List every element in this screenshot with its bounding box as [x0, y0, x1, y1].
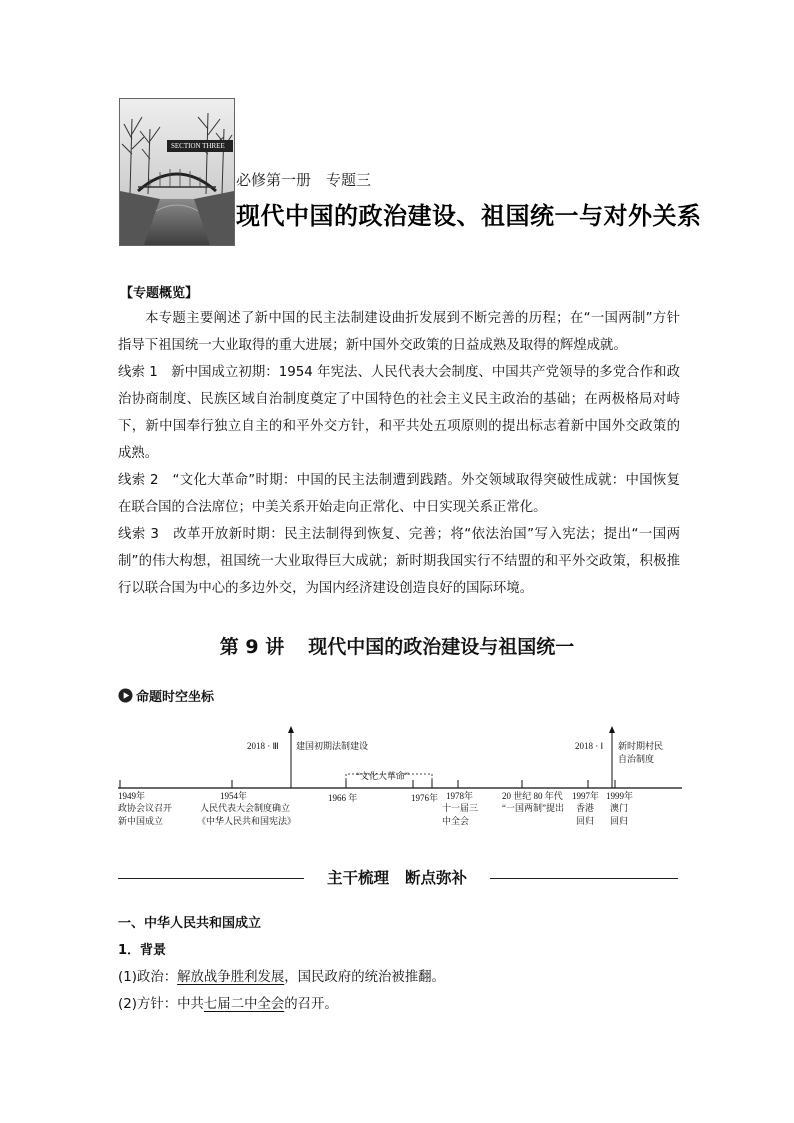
- section-divider: [0, 866, 794, 888]
- item-policy-suffix: 的召开。: [284, 997, 338, 1012]
- timeline-80s-year: 20 世纪 80 年代: [502, 791, 563, 801]
- timeline-wenge-label: “文化大革命”: [356, 771, 409, 781]
- timeline-1997-text2: 回归: [576, 816, 595, 826]
- timeline-ann-right-text2: 自治制度: [618, 754, 655, 764]
- timeline-1966-year: 1966 年: [328, 793, 358, 803]
- clue-3: 线索 3 改革开放新时期：民主法制得到恢复、完善；将“依法治国”写入宪法；提出“一国两制”的伟大构想，祖国统一大业取得巨大成就；新时期我国实行不结盟的和平外交政策，积极推行以联合国为中心的多边外交，为国内经济建设创造良好的国际环境。: [118, 527, 680, 596]
- section-heading: 一、中华人民共和国成立: [118, 916, 262, 931]
- bridge-photo-illustration: [120, 99, 234, 245]
- sub-heading: 1．背景: [118, 943, 167, 958]
- coord-section-label: [118, 686, 214, 705]
- timeline-ann-right-year: 2018 · Ⅰ: [575, 741, 604, 751]
- lecture-title: 现代中国的政治建设与祖国统一: [308, 636, 575, 658]
- timeline-1978-text2: 中全会: [442, 816, 470, 826]
- book-subtitle: 必修第一册 专题三: [236, 171, 372, 189]
- timeline-1949-text2: 新中国成立: [118, 816, 164, 826]
- clue-2: 线索 2 “文化大革命”时期：中国的民主法制遭到践踏。外交领域取得突破性成就：中国恢复在联合国的合法席位；中美关系开始走向正常化、中日实现关系正常化。: [118, 473, 680, 515]
- timeline: [110, 724, 690, 834]
- timeline-1954-text2: 《中华人民共和国宪法》: [197, 816, 297, 826]
- item-policy-prefix: (2)方针：中共: [118, 997, 204, 1012]
- timeline-1954-text1: 人民代表大会制度确立: [200, 803, 291, 813]
- chapter-title: 现代中国的政治建设、祖国统一与对外关系: [236, 202, 702, 230]
- overview-intro: 本专题主要阐述了新中国的民主法制建设曲折发展到不断完善的历程；在“一国两制”方针指导下祖国统一大业取得的重大进展；新中国外交政策的日益成熟及取得的辉煌成就。: [118, 311, 680, 353]
- clue-1: 线索 1 新中国成立初期：1954 年宪法、人民代表大会制度、中国共产党领导的多党合作和政治协商制度、民族区域自治制度奠定了中国特色的社会主义民主政治的基础；在两极格局对峙下，新中国奉行独立自主的和平外交方针，和平共处五项原则的提出标志着新中国外交政策的成熟。: [118, 365, 680, 461]
- timeline-1997-text1: 香港: [576, 803, 595, 813]
- timeline-1978-year: 1978年: [446, 791, 474, 801]
- timeline-80s-text1: “一国两制”提出: [502, 803, 564, 813]
- cover-photo: [119, 98, 235, 246]
- timeline-1999-text1: 澳门: [610, 803, 629, 813]
- timeline-1949-text1: 政协会议召开: [118, 803, 173, 813]
- play-circle-icon: [118, 688, 133, 703]
- timeline-1999-text2: 回归: [610, 816, 629, 826]
- item-politics-key: 解放战争胜利发展: [177, 970, 285, 985]
- timeline-1997-year: 1997年: [572, 791, 600, 801]
- item-policy: [118, 993, 338, 1012]
- section-tag: SECTION THREE: [167, 140, 233, 152]
- item-policy-key: 七届二中全会: [203, 997, 285, 1012]
- item-politics-prefix: (1)政治：: [118, 970, 178, 985]
- item-politics: [118, 966, 445, 985]
- timeline-1954-year: 1954年: [220, 791, 248, 801]
- timeline-1999-year: 1999年: [606, 791, 634, 801]
- coord-label-text: 命题时空坐标: [136, 690, 215, 705]
- timeline-ann-right-text1: 新时期村民: [618, 741, 664, 751]
- divider-right-text: 断点弥补: [405, 869, 468, 887]
- timeline-1949-year: 1949年: [118, 791, 146, 801]
- timeline-ann-left-text: 建国初期法制建设: [296, 741, 369, 751]
- timeline-1978-text1: 十一届三: [442, 803, 479, 813]
- lecture-number: 第 9 讲: [219, 636, 285, 658]
- item-politics-suffix: ，国民政府的统治被推翻。: [284, 970, 445, 985]
- overview-label: 【专题概览】: [120, 286, 199, 301]
- timeline-1976-year: 1976年: [411, 793, 439, 803]
- timeline-ann-left-year: 2018 · Ⅲ: [247, 741, 279, 751]
- lecture-heading: [0, 632, 794, 659]
- divider-left-text: 主干梳理: [326, 869, 389, 887]
